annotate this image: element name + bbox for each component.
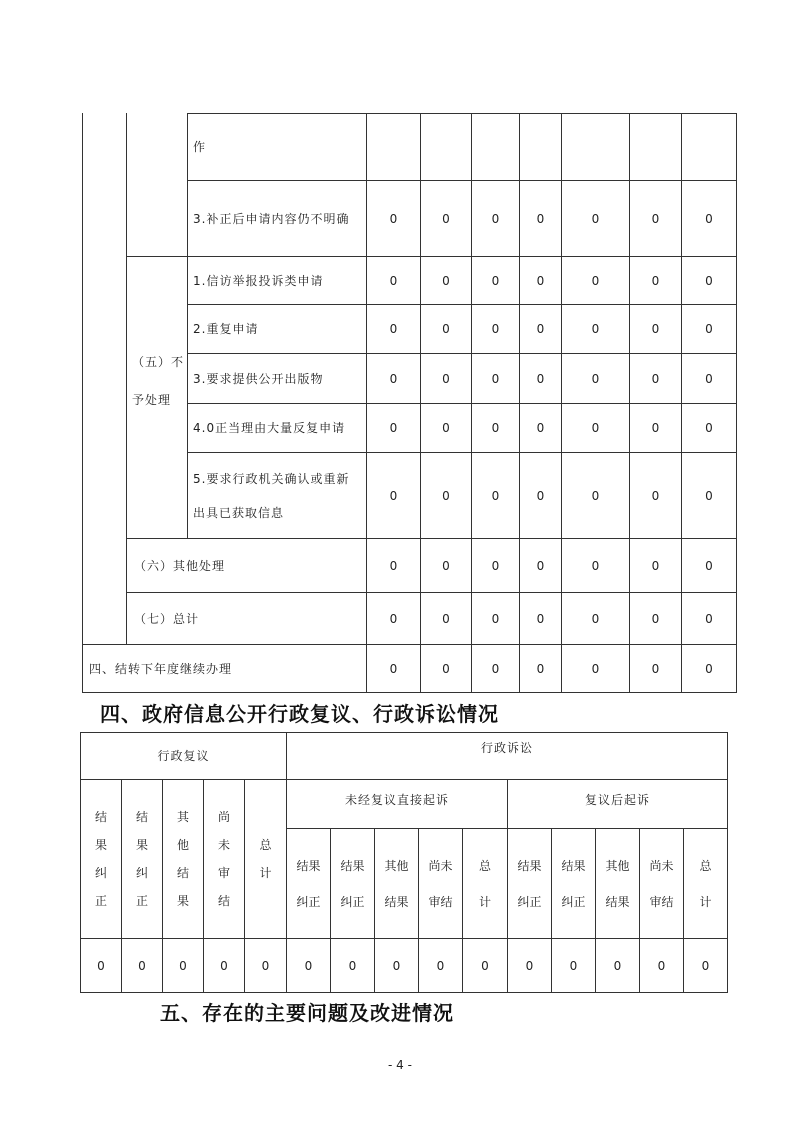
row-label-other-processing: （六）其他处理: [134, 558, 226, 573]
header-suit-after-review: 复议后起诉: [584, 793, 650, 807]
litigation-col-header: 总计: [699, 858, 712, 909]
value-cell: 0: [442, 611, 450, 626]
value-cell: 0: [591, 371, 600, 386]
value-cell: 0: [442, 211, 450, 226]
value-cell: 0: [389, 488, 398, 503]
row-label-unclear-request: 3.补正后申请内容仍不明确: [193, 211, 350, 226]
value-cell: 0: [651, 611, 660, 626]
value-cell: 0: [701, 958, 710, 973]
litigation-col-header: 总计: [478, 858, 491, 909]
litigation-col-header: 结果纠正: [340, 858, 365, 909]
value-cell: 0: [536, 661, 545, 676]
section-five-heading: 五、存在的主要问题及改进情况: [160, 1001, 454, 1025]
value-cell: 0: [261, 958, 270, 973]
value-cell: 0: [442, 322, 450, 336]
value-cell: 0: [591, 661, 600, 676]
value-cell: 0: [491, 488, 500, 503]
row-label-mass-requests: 4.0正当理由大量反复申请: [193, 421, 346, 435]
value-cell: 0: [705, 273, 713, 288]
value-cell: 0: [591, 211, 600, 226]
value-cell: 0: [389, 211, 398, 226]
value-cell: 0: [442, 421, 450, 435]
value-cell: 0: [389, 322, 398, 336]
value-cell: 0: [536, 322, 545, 336]
value-cell: 0: [138, 958, 146, 973]
value-cell: 0: [491, 611, 500, 626]
value-cell: 0: [491, 371, 500, 386]
value-cell: 0: [389, 558, 398, 573]
value-cell: 0: [705, 211, 713, 226]
litigation-col-header: 结果纠正: [561, 858, 586, 909]
value-cell: 0: [442, 273, 450, 288]
value-cell: 0: [389, 371, 398, 386]
value-cell: 0: [220, 958, 228, 973]
value-cell: 0: [389, 661, 398, 676]
value-cell: 0: [536, 273, 545, 288]
value-cell: 0: [389, 421, 398, 435]
value-cell: 0: [389, 611, 398, 626]
row-label-total: （七）总计: [134, 611, 200, 626]
value-cell: 0: [536, 558, 545, 573]
litigation-col-header: 尚未审结: [649, 858, 674, 909]
value-cell: 0: [442, 661, 450, 676]
value-cell: 0: [651, 421, 660, 435]
row-label-publications: 3.要求提供公开出版物: [193, 371, 324, 386]
value-cell: 0: [651, 273, 660, 288]
value-cell: 0: [613, 958, 622, 973]
header-administrative-review: 行政复议: [157, 749, 210, 763]
value-cell: 0: [491, 322, 500, 336]
row-label-intro-fragment: 作: [193, 140, 207, 154]
review-col-header: 结果纠正: [94, 810, 107, 908]
row-label-complaint: 1.信访举报投诉类申请: [193, 273, 324, 288]
value-cell: 0: [536, 211, 545, 226]
value-cell: 0: [536, 371, 545, 386]
value-cell: 0: [651, 371, 660, 386]
litigation-col-header: 结果纠正: [296, 858, 321, 909]
value-cell: 0: [491, 273, 500, 288]
litigation-col-header: 结果纠正: [517, 858, 542, 909]
value-cell: 0: [705, 421, 713, 435]
value-cell: 0: [591, 273, 600, 288]
value-cell: 0: [304, 958, 313, 973]
value-cell: 0: [491, 421, 500, 435]
value-cell: 0: [569, 958, 578, 973]
row-label-carryover: 四、结转下年度继续办理: [89, 661, 233, 676]
value-cell: 0: [491, 211, 500, 226]
value-cell: 0: [389, 273, 398, 288]
value-cell: 0: [591, 488, 600, 503]
value-cell: 0: [525, 958, 534, 973]
value-cell: 0: [651, 558, 660, 573]
value-cell: 0: [348, 958, 357, 973]
value-cell: 0: [651, 488, 660, 503]
value-cell: 0: [705, 611, 713, 626]
value-cell: 0: [97, 958, 105, 973]
section-four-heading: 四、政府信息公开行政复议、行政诉讼情况: [100, 702, 499, 726]
value-cell: 0: [651, 661, 660, 676]
value-cell: 0: [536, 421, 545, 435]
litigation-col-header: 其他结果: [384, 858, 409, 909]
value-cell: 0: [591, 611, 600, 626]
value-cell: 0: [442, 488, 450, 503]
value-cell: 0: [651, 211, 660, 226]
row-label-repeat: 2.重复申请: [193, 322, 259, 336]
page-number: - 4 -: [388, 1058, 412, 1072]
value-cell: 0: [436, 958, 445, 973]
value-cell: 0: [481, 958, 489, 973]
review-col-header: 尚未审结: [217, 810, 230, 908]
value-cell: 0: [591, 322, 600, 336]
value-cell: 0: [491, 661, 500, 676]
value-cell: 0: [392, 958, 401, 973]
value-cell: 0: [651, 322, 660, 336]
value-cell: 0: [491, 558, 500, 573]
value-cell: 0: [705, 488, 713, 503]
value-cell: 0: [179, 958, 187, 973]
value-cell: 0: [536, 488, 545, 503]
value-cell: 0: [705, 322, 713, 336]
value-cell: 0: [591, 421, 600, 435]
header-administrative-litigation: 行政诉讼: [480, 741, 533, 755]
value-cell: 0: [705, 661, 713, 676]
value-cell: 0: [442, 371, 450, 386]
header-direct-suit: 未经复议直接起诉: [344, 793, 449, 807]
row-label-reconfirm: 5.要求行政机关确认或重新出具已获取信息: [193, 471, 350, 520]
group-label-not-processed: （五）不予处理: [132, 355, 185, 407]
value-cell: 0: [705, 371, 713, 386]
review-col-header: 其他结果: [176, 810, 189, 908]
value-cell: 0: [657, 958, 666, 973]
value-cell: 0: [705, 558, 713, 573]
review-col-header: 总计: [259, 838, 272, 880]
value-cell: 0: [591, 558, 600, 573]
value-cell: 0: [442, 558, 450, 573]
litigation-col-header: 其他结果: [605, 858, 630, 909]
litigation-col-header: 尚未审结: [428, 858, 453, 909]
value-cell: 0: [536, 611, 545, 626]
review-col-header: 结果纠正: [135, 810, 148, 908]
